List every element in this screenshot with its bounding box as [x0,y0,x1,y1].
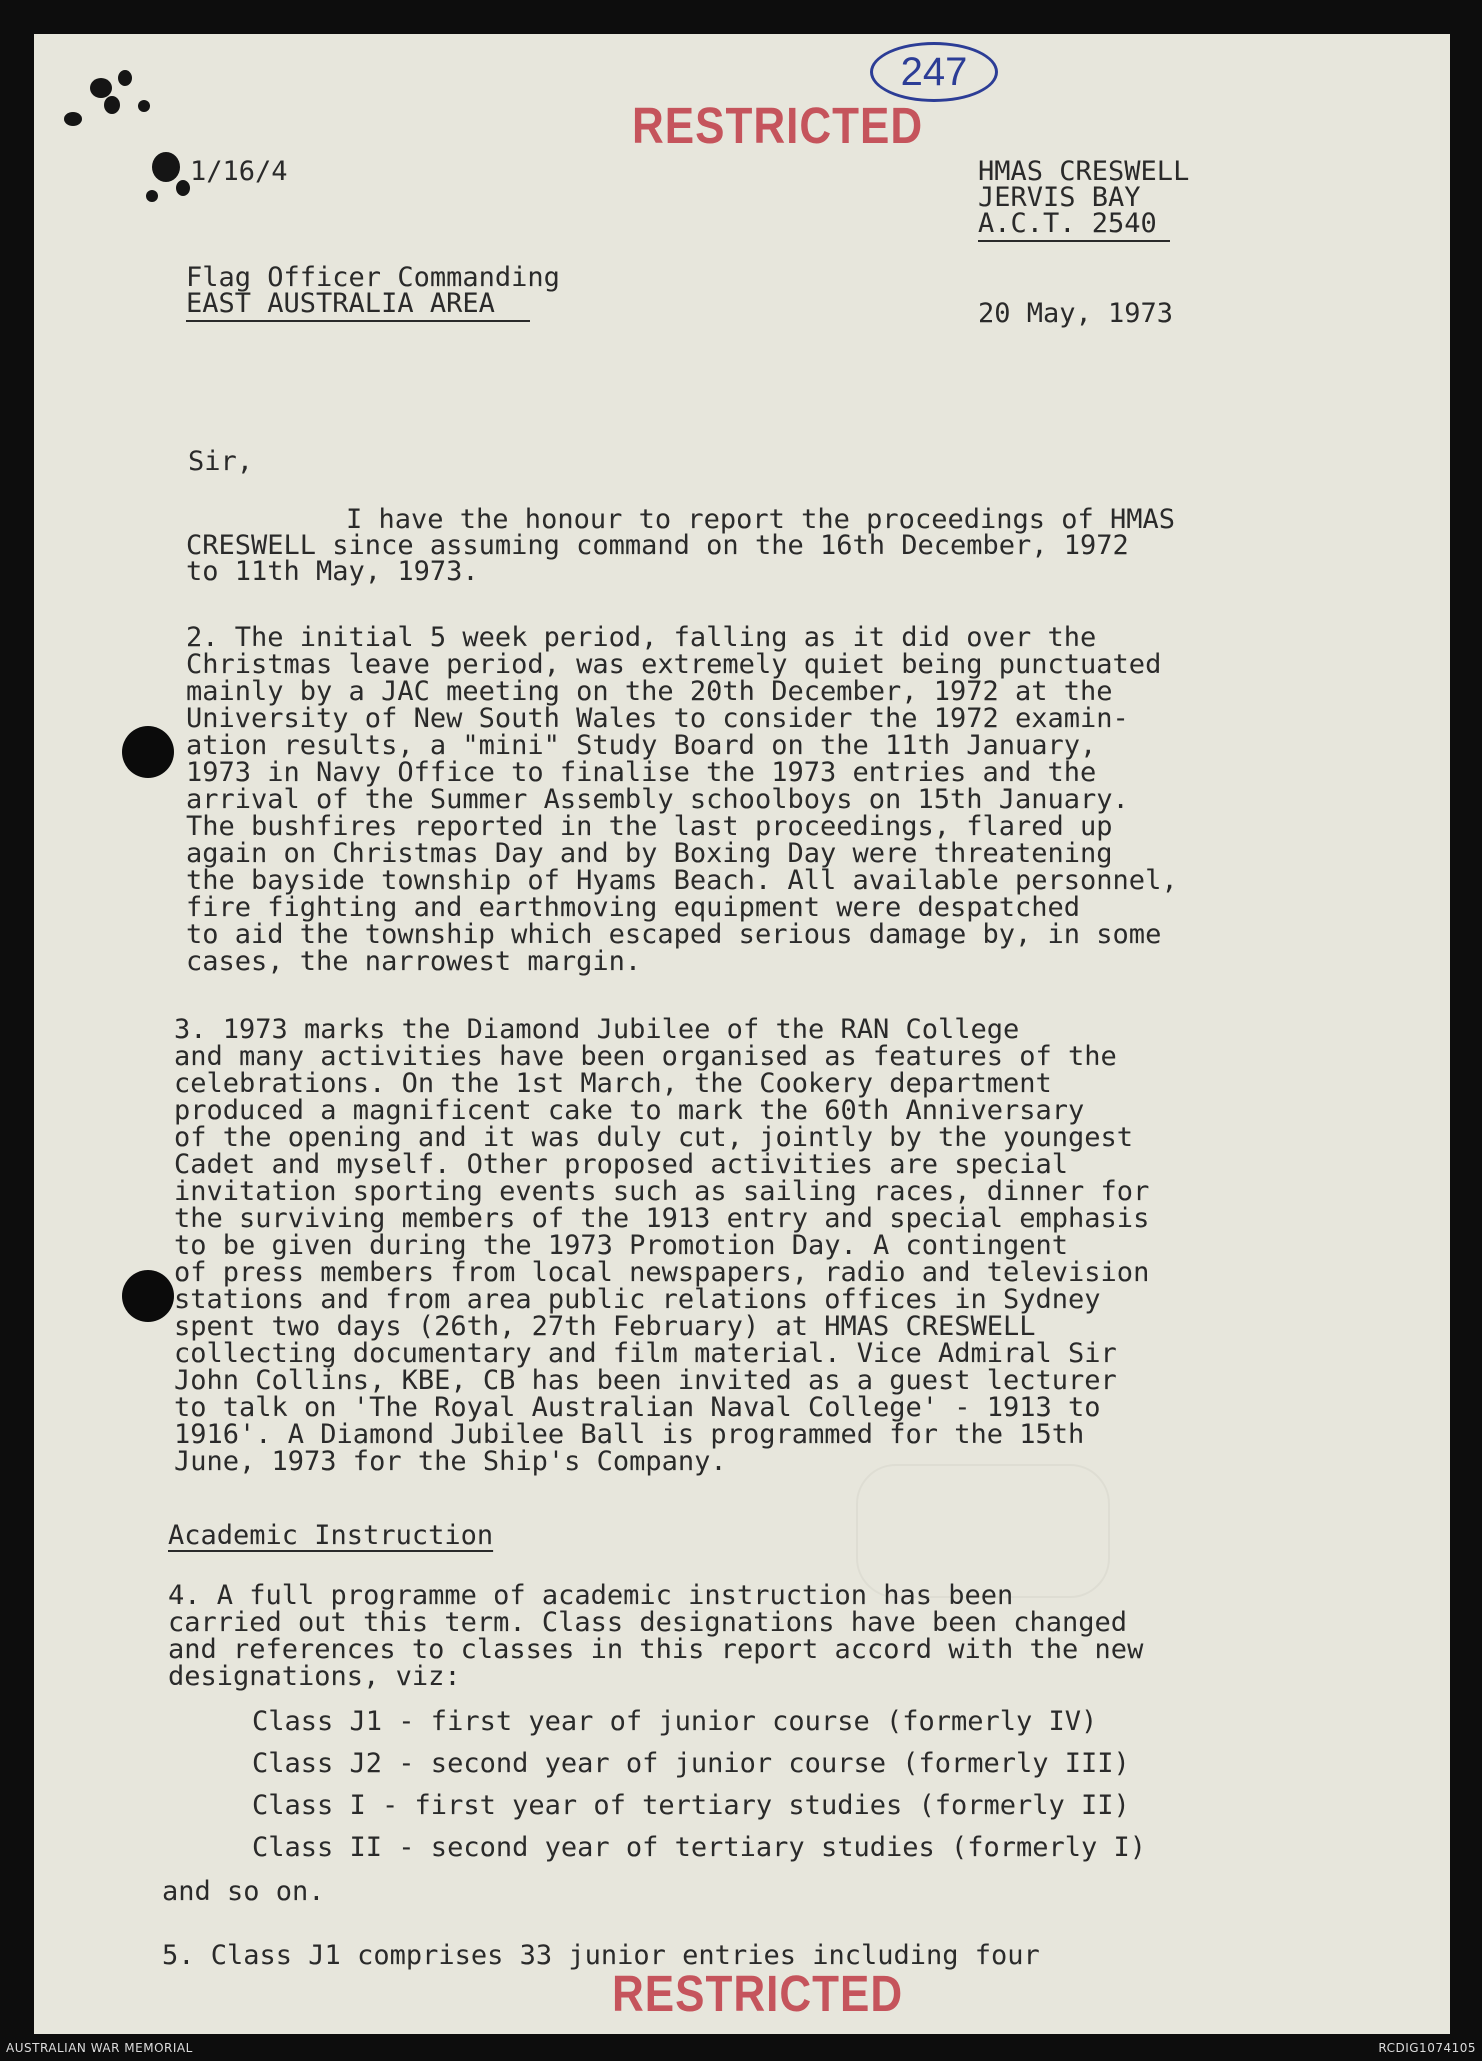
text-line: produced a magnificent cake to mark the 60th Anniversary [174,1095,1085,1126]
text-line: to be given during the 1973 Promotion Day. A contingent [174,1230,1069,1261]
salutation: Sir, [188,446,254,477]
text-line: 1973 in Navy Office to finalise the 1973 entries and the [186,757,1097,788]
archive-footer-right: RCDIG1074105 [1378,2041,1476,2055]
text-line: University of New South Wales to consider the 1972 examin- [186,703,1129,734]
text-line: designations, viz: [168,1661,461,1692]
text-line: stations and from area public relations offices in Sydney [174,1284,1101,1315]
text-line: again on Christmas Day and by Boxing Day were threatening [186,838,1113,869]
sender-address-line: A.C.T. 2540 [978,208,1157,239]
punch-hole [122,726,174,778]
text-line: and so on. [162,1876,325,1907]
text-line: the surviving members of the 1913 entry and special emphasis [174,1203,1150,1234]
text-line: CRESWELL since assuming command on the 16th December, 1972 [186,530,1129,561]
letter-date: 20 May, 1973 [978,298,1174,329]
text-line: Cadet and myself. Other proposed activities are special [174,1149,1069,1180]
sender-address-line: HMAS CRESWELL [978,156,1190,187]
class-list-item: Class I - first year of tertiary studies (formerly II) [252,1790,1130,1821]
text-line: ation results, a "mini" Study Board on the 11th January, [186,730,1097,761]
address-underline [978,240,1170,242]
text-line: 3. 1973 marks the Diamond Jubilee of the RAN College [174,1014,1020,1045]
file-reference: 1/16/4 [190,156,288,187]
text-line: 2. The initial 5 week period, falling as it did over the [186,622,1097,653]
text-line: June, 1973 for the Ship's Company. [174,1446,727,1477]
text-line: fire fighting and earthmoving equipment were despatched [186,892,1081,923]
document-page [34,34,1450,2034]
restricted-stamp-top: RESTRICTED [632,98,924,155]
text-line: to aid the township which escaped serious damage by, in some [186,919,1162,950]
text-line: I have the honour to report the proceedings of HMAS [346,504,1176,535]
text-line: to talk on 'The Royal Australian Naval College' - 1913 to [174,1392,1101,1423]
watermark [856,1464,1110,1598]
addressee-line: EAST AUSTRALIA AREA [186,288,495,319]
text-line: and many activities have been organised as features of the [174,1041,1117,1072]
text-line: the bayside township of Hyams Beach. All available personnel, [186,865,1178,896]
text-line: cases, the narrowest margin. [186,946,642,977]
restricted-stamp-bottom: RESTRICTED [612,1966,904,2023]
punch-hole [122,1270,174,1322]
paragraph-5-start: 5. Class J1 comprises 33 junior entries including four [162,1940,1040,1971]
text-line: arrival of the Summer Assembly schoolboys on 15th January. [186,784,1129,815]
text-line: The bushfires reported in the last proceedings, flared up [186,811,1113,842]
section-heading: Academic Instruction [168,1520,494,1551]
text-line: and references to classes in this report accord with the new [168,1634,1144,1665]
sender-address-line: JERVIS BAY [978,182,1141,213]
class-list-item: Class J2 - second year of junior course (formerly III) [252,1748,1130,1779]
text-line: 1916'. A Diamond Jubilee Ball is programmed for the 15th [174,1419,1085,1450]
addressee-underline [186,320,530,322]
text-line: Christmas leave period, was extremely quiet being punctuated [186,649,1162,680]
text-line: of the opening and it was duly cut, jointly by the youngest [174,1122,1134,1153]
text-line: mainly by a JAC meeting on the 20th December, 1972 at the [186,676,1113,707]
text-line: to 11th May, 1973. [186,556,479,587]
text-line: invitation sporting events such as sailing races, dinner for [174,1176,1150,1207]
archive-footer-left: AUSTRALIAN WAR MEMORIAL [6,2041,193,2055]
text-line: collecting documentary and film material. Vice Admiral Sir [174,1338,1117,1369]
text-line: spent two days (26th, 27th February) at HMAS CRESWELL [174,1311,1036,1342]
folio-number: 247 [870,42,998,102]
text-line: carried out this term. Class designations have been changed [168,1607,1128,1638]
addressee-line: Flag Officer Commanding [186,262,560,293]
text-line: of press members from local newspapers, radio and television [174,1257,1150,1288]
text-line: John Collins, KBE, CB has been invited as a guest lecturer [174,1365,1117,1396]
text-line: celebrations. On the 1st March, the Cookery department [174,1068,1052,1099]
class-list-item: Class J1 - first year of junior course (formerly IV) [252,1706,1098,1737]
text-line: 4. A full programme of academic instruction has been [168,1580,1014,1611]
class-list-item: Class II - second year of tertiary studies (formerly I) [252,1832,1147,1863]
